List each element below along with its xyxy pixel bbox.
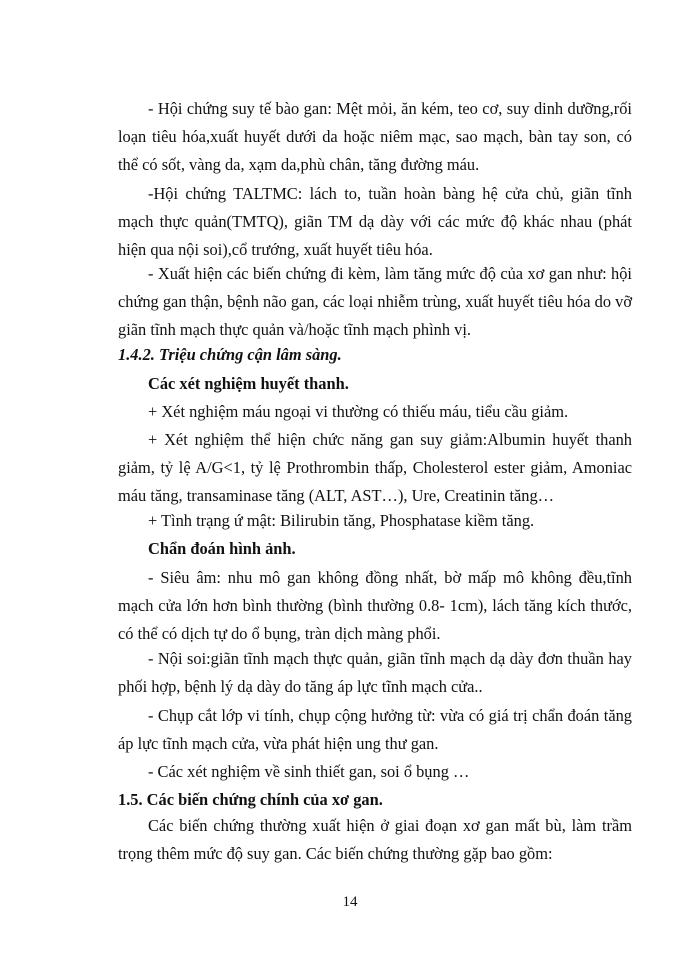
- subheading-serum-tests: Các xét nghiệm huyết thanh.: [148, 374, 349, 393]
- paragraph-endoscopy: - Nội soi:giãn tĩnh mạch thực quản, giãn tĩnh mạch dạ dày đơn thuần hay phối hợp, bệnh lý dạ dày do tăng áp lực tĩnh mạch cửa..: [118, 649, 632, 696]
- heading-1-4-2: 1.4.2. Triệu chứng cận lâm sàng.: [118, 345, 342, 364]
- paragraph-cholestasis: + Tình trạng ứ mật: Bilirubin tăng, Phosphatase kiềm tăng.: [148, 511, 535, 530]
- page-number: 14: [342, 894, 358, 910]
- paragraph-biopsy: - Các xét nghiệm về sinh thiết gan, soi ổ bụng …: [148, 762, 470, 781]
- paragraph-ultrasound: - Siêu âm: nhu mô gan không đồng nhất, bờ mấp mô không đều,tĩnh mạch cửa lớn hơn bình thường (bình thường 0.8- 1cm), lách tăng kích thước, có thể có dịch tự do ổ bụng, tràn dịch màng phổi.: [118, 568, 632, 643]
- paragraph-liver-function: + Xét nghiệm thể hiện chức năng gan suy giảm:Albumin huyết thanh giảm, tỷ lệ A/G<1, tỷ lệ Prothrombin thấp, Cholesterol ester giảm, Amoniac máu tăng, transaminase tăng (ALT, AST…), Ure, Creatinin tăng…: [118, 430, 632, 505]
- paragraph-complications: - Xuất hiện các biến chứng đi kèm, làm tăng mức độ của xơ gan như: hội chứng gan thận, bệnh não gan, các loại nhiễm trùng, xuất huyết tiêu hóa do vỡ giãn tĩnh mạch thực quản và/hoặc tĩnh mạch phình vị.: [118, 264, 632, 339]
- paragraph-peripheral-blood: + Xét nghiệm máu ngoại vi thường có thiếu máu, tiểu cầu giảm.: [148, 402, 569, 421]
- paragraph-liver-cell-failure: - Hội chứng suy tế bào gan: Mệt mỏi, ăn kém, teo cơ, suy dinh dưỡng,rối loạn tiêu hóa,xuất huyết dưới da hoặc niêm mạc, sao mạch, bàn tay son, có thể có sốt, vàng da, xạm da,phù chân, tăng đường máu.: [118, 99, 632, 174]
- paragraph-main-complications: Các biến chứng thường xuất hiện ở giai đoạn xơ gan mất bù, làm trầm trọng thêm mức độ suy gan. Các biến chứng thường gặp bao gồm:: [118, 816, 632, 863]
- subheading-imaging: Chẩn đoán hình ảnh.: [148, 539, 296, 558]
- paragraph-ct-mri: - Chụp cắt lớp vi tính, chụp cộng hưởng từ: vừa có giá trị chẩn đoán tăng áp lực tĩnh mạch cửa, vừa phát hiện ung thư gan.: [118, 706, 632, 753]
- heading-1-5: 1.5. Các biến chứng chính của xơ gan.: [118, 790, 383, 809]
- paragraph-portal-hypertension: -Hội chứng TALTMC: lách to, tuần hoàn bàng hệ cửa chủ, giãn tĩnh mạch thực quản(TMTQ), giãn TM dạ dày với các mức độ khác nhau (phát hiện qua nội soi),cổ trướng, xuất huyết tiêu hóa.: [118, 184, 632, 259]
